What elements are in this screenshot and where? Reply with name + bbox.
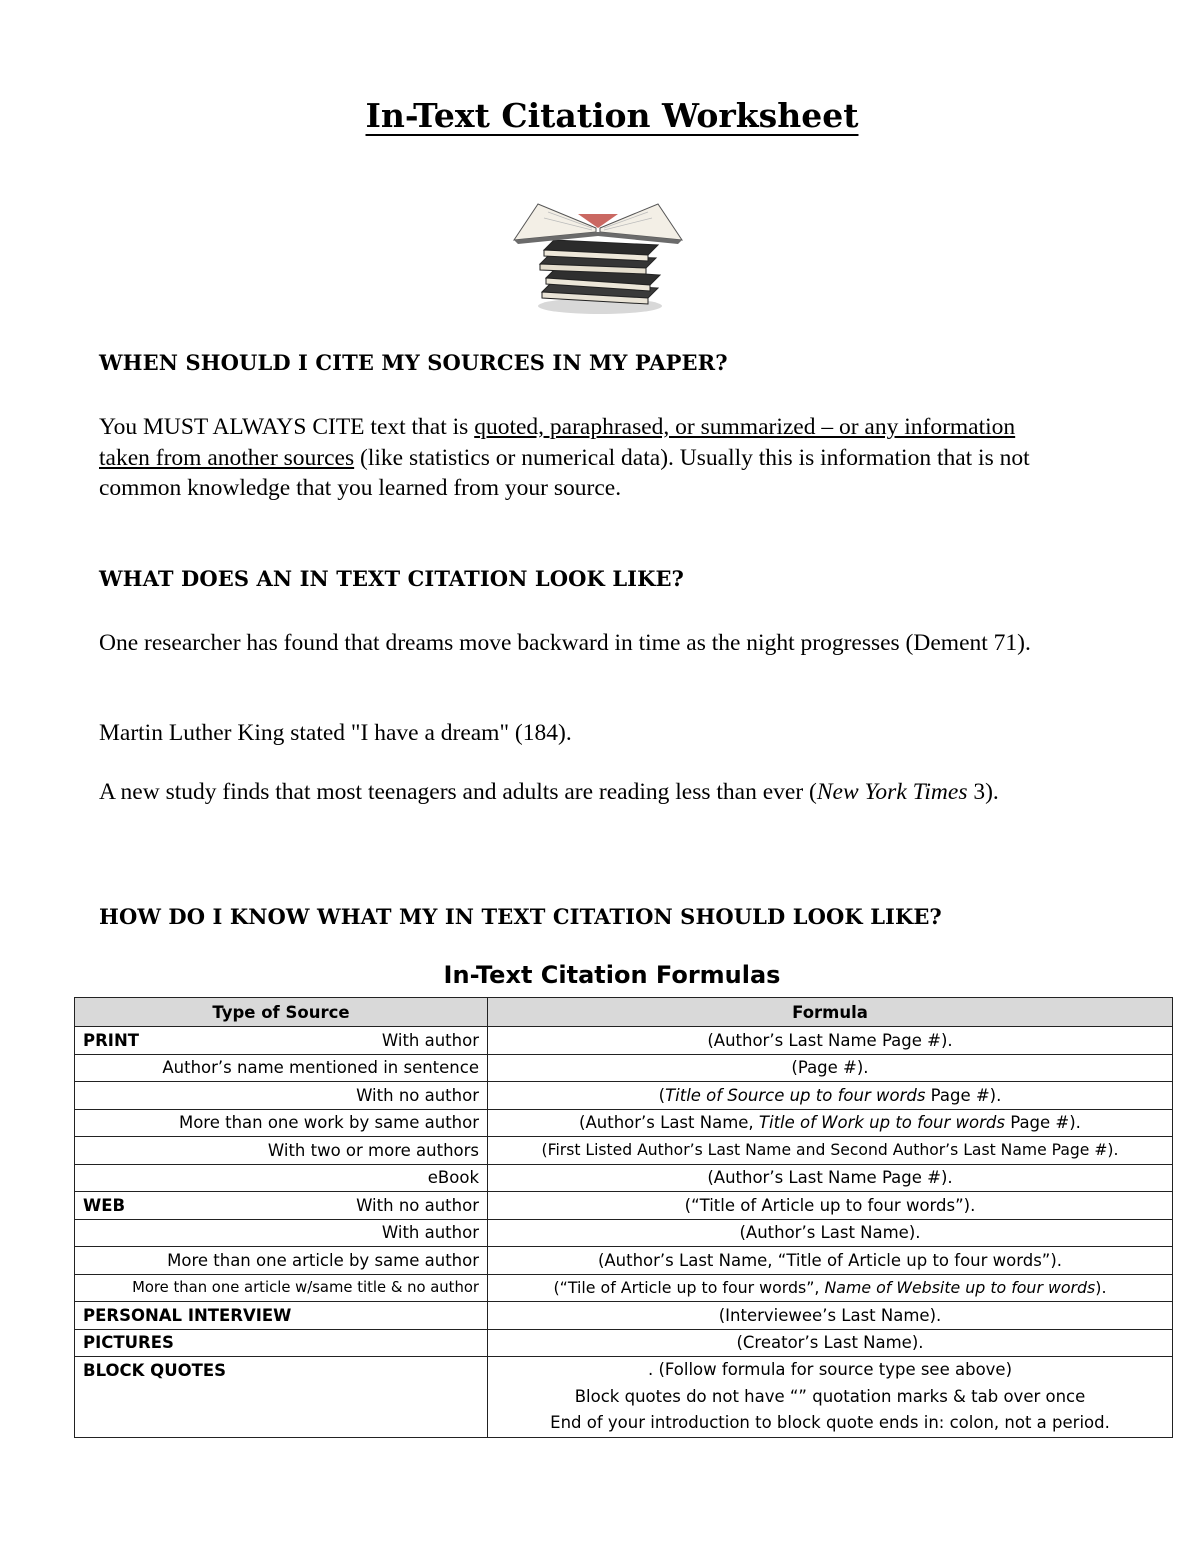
- table-row: [75, 1109, 1173, 1137]
- page-title: In-Text Citation Worksheet: [365, 96, 859, 135]
- table-row: [75, 1082, 1173, 1110]
- table-row: [75, 1027, 1173, 1055]
- row-source: eBook: [75, 1164, 488, 1192]
- table-title: In-Text Citation Formulas: [443, 961, 781, 989]
- row-formula: (Author’s Last Name).: [488, 1219, 1173, 1247]
- table-row: [75, 1357, 1173, 1438]
- row-formula: (First Listed Author’s Last Name and Second Author’s Last Name Page #).: [488, 1137, 1173, 1165]
- table-row: [75, 1192, 1173, 1220]
- header-type-of-source: Type of Source: [75, 998, 488, 1027]
- row-category: BLOCK QUOTES: [83, 1361, 227, 1380]
- row-source: With author: [75, 1219, 488, 1247]
- block-quote-line: End of your introduction to block quote ends in: colon, not a period.: [550, 1413, 1110, 1432]
- row-formula: (Author’s Last Name Page #).: [488, 1164, 1173, 1192]
- citation-formulas-table: [74, 997, 1173, 1438]
- section-heading-how: HOW DO I KNOW WHAT MY IN TEXT CITATION SHOULD LOOK LIKE?: [99, 904, 942, 929]
- section-text-when: You MUST ALWAYS CITE text that is quoted, paraphrased, or summarized – or any information taken from another sources (like statistics or numerical data). Usually this is information that is not common knowledge that you learned from your source.: [99, 414, 1030, 501]
- stacked-books-icon: [508, 188, 688, 316]
- example-king: Martin Luther King stated "I have a dream" (184).: [99, 720, 572, 746]
- row-source: With author: [381, 1030, 479, 1050]
- table-header-row: [75, 998, 1173, 1027]
- row-source: With no author: [356, 1195, 479, 1215]
- row-formula: (Creator’s Last Name).: [488, 1329, 1173, 1357]
- row-formula: [488, 1357, 1173, 1438]
- row-formula: (Author’s Last Name, Title of Work up to four words Page #).: [488, 1109, 1173, 1137]
- row-category: PICTURES: [83, 1333, 174, 1353]
- row-formula: (Author’s Last Name Page #).: [488, 1027, 1173, 1055]
- table-row: [75, 1329, 1173, 1357]
- table-row: [75, 1247, 1173, 1275]
- row-source: With two or more authors: [75, 1137, 488, 1165]
- row-formula: (“Title of Article up to four words”).: [488, 1192, 1173, 1220]
- example-nyt: A new study finds that most teenagers and adults are reading less than ever (New York Times 3).: [99, 779, 999, 805]
- row-category: PRINT: [83, 1030, 140, 1050]
- row-formula: (Author’s Last Name, “Title of Article up to four words”).: [488, 1247, 1173, 1275]
- row-category: WEB: [83, 1195, 126, 1215]
- row-formula: (Page #).: [488, 1054, 1173, 1082]
- table-row: [75, 1274, 1173, 1302]
- block-quote-line: Block quotes do not have “” quotation marks & tab over once: [574, 1386, 1086, 1406]
- row-source: Author’s name mentioned in sentence: [75, 1054, 488, 1082]
- row-category: PERSONAL INTERVIEW: [83, 1305, 292, 1325]
- row-formula: (“Tile of Article up to four words”, Name of Website up to four words).: [488, 1274, 1173, 1302]
- example-dement: One researcher has found that dreams move backward in time as the night progresses (Dement 71).: [99, 630, 1031, 656]
- table-row: [75, 1054, 1173, 1082]
- section-heading-when: WHEN SHOULD I CITE MY SOURCES IN MY PAPER?: [99, 350, 728, 375]
- table-row: [75, 1302, 1173, 1330]
- section-heading-what: WHAT DOES AN IN TEXT CITATION LOOK LIKE?: [99, 566, 684, 591]
- row-source: More than one article w/same title & no author: [75, 1274, 488, 1302]
- row-source: More than one work by same author: [75, 1109, 488, 1137]
- block-quote-line: . (Follow formula for source type see above): [647, 1360, 1013, 1379]
- header-formula: Formula: [488, 998, 1173, 1027]
- row-formula: (Interviewee’s Last Name).: [488, 1302, 1173, 1330]
- row-source: More than one article by same author: [75, 1247, 488, 1275]
- table-row: [75, 1137, 1173, 1165]
- table-row: [75, 1219, 1173, 1247]
- table-row: [75, 1164, 1173, 1192]
- row-formula: (Title of Source up to four words Page #).: [488, 1082, 1173, 1110]
- row-source: With no author: [75, 1082, 488, 1110]
